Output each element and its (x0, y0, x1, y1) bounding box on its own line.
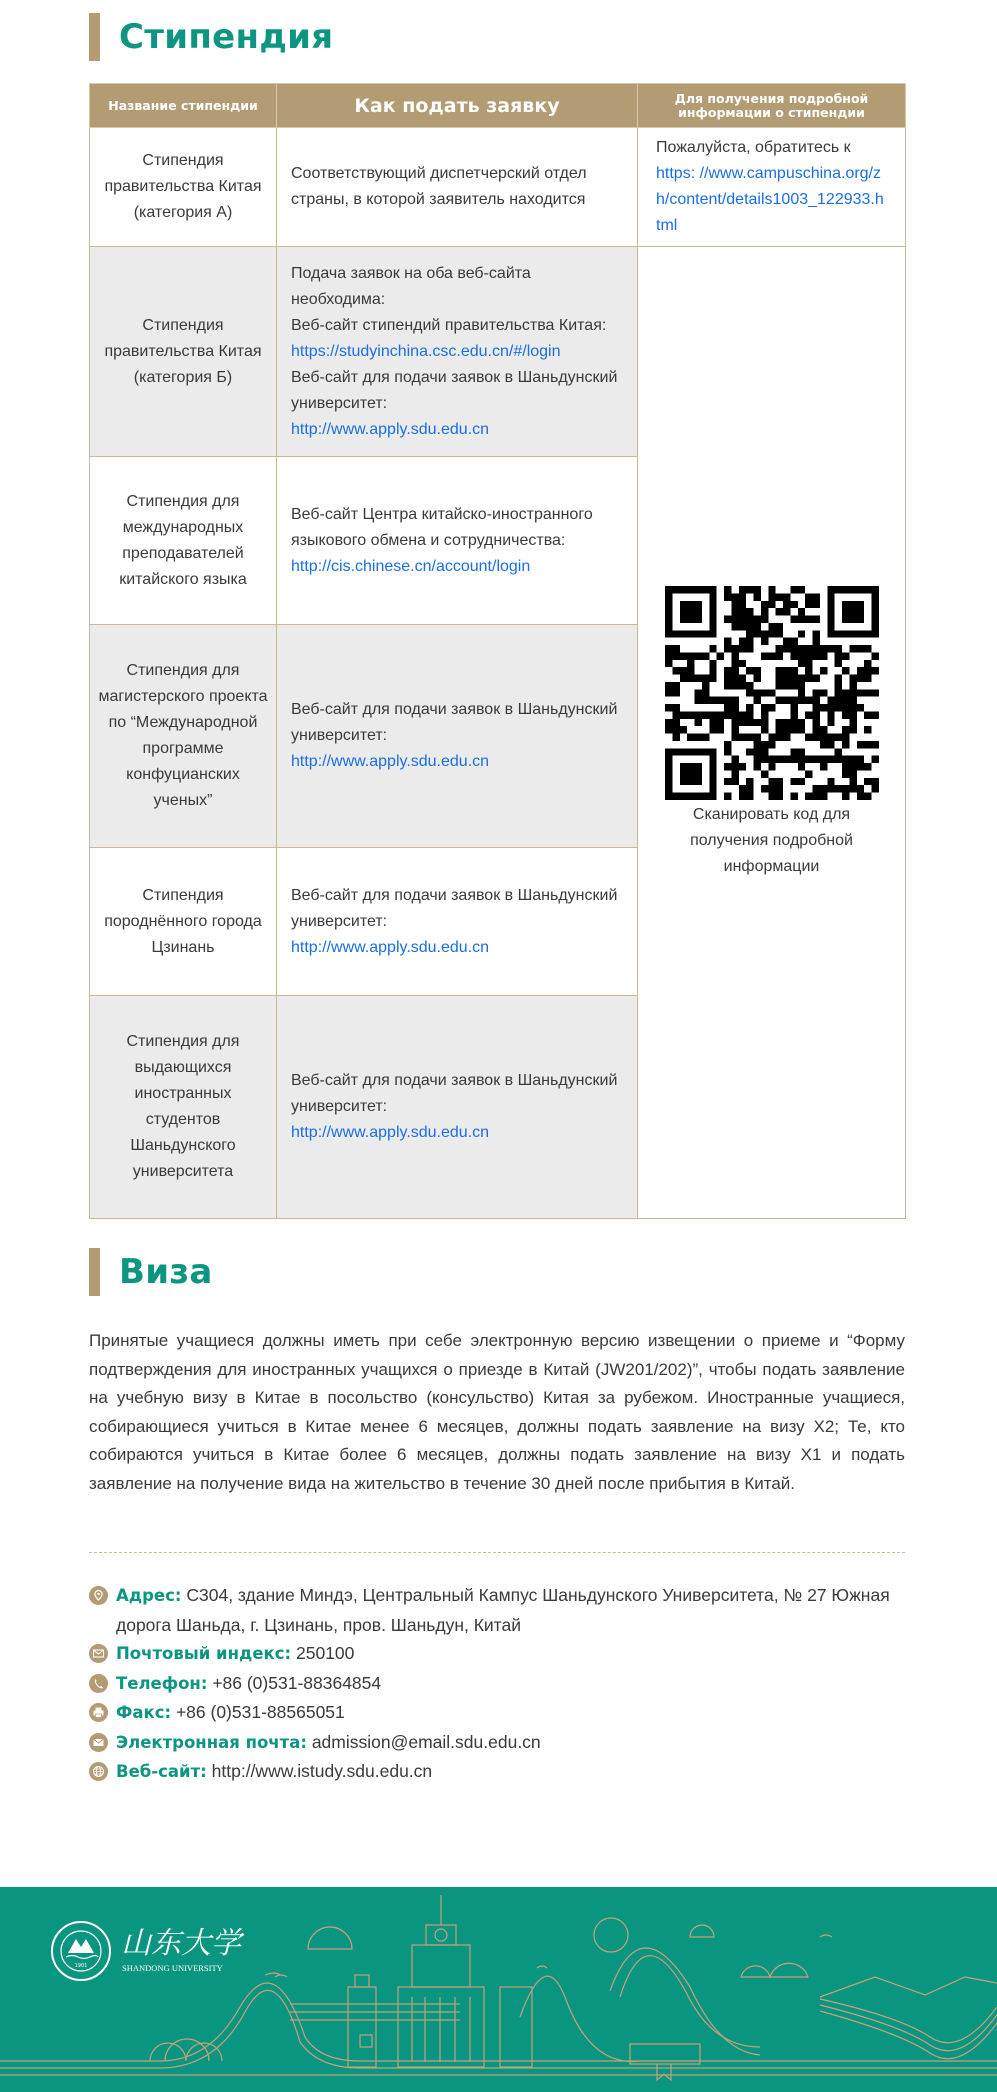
visa-paragraph: Принятые учащиеся должны иметь при себе электронную версию извещении о приеме и “Форму подтверждения для иностранных учащихся о приезде в Китай (JW201/202)”, чтобы подать заявление на учебную визу в Китае в посольство (консульство) Китая за рубежом. Иностранные учащиеся, собирающиеся учиться в Китае менее 6 месяцев, должны подать заявление на визу X2; Те, кто собираются учиться в Китае более 6 месяцев, должны подать заявление на визу X1 и подать заявление на получение вида на жительство в течение 30 дней после прибытия в Китай. (89, 1331, 905, 1493)
contact-value[interactable]: admission@email.sdu.edu.cn (311, 1731, 541, 1752)
contact-value: 250100 (295, 1643, 355, 1663)
footer-banner (0, 1887, 997, 2092)
logo-chinese: 山东大学 (121, 1926, 241, 1961)
qr-cell (638, 247, 906, 1219)
phone-icon (89, 1674, 108, 1693)
scholarship-name-cell: Стипендия породнённого города Цзинань (90, 848, 277, 996)
location-pin-icon (89, 1586, 108, 1605)
table-row (90, 128, 906, 247)
contact-item (89, 1757, 919, 1787)
mail-icon (89, 1733, 108, 1752)
contact-item (89, 1581, 919, 1639)
contact-item (89, 1728, 919, 1758)
contact-label: Веб-сайт: (116, 1762, 207, 1781)
scholarship-name-cell: Стипендия для международных преподавателей китайского языка (90, 457, 277, 625)
university-seal-icon (52, 1922, 110, 1980)
apply-link[interactable]: http://www.apply.sdu.edu.cn (291, 1124, 490, 1141)
contact-value[interactable]: http://www.istudy.sdu.edu.cn (211, 1761, 433, 1781)
contact-label: Почтовый индекс: (116, 1644, 292, 1663)
scholarship-name-cell: Стипендия для выдающихся иностранных студентов Шаньдунского университета (90, 996, 277, 1219)
heading-accent-bar (89, 13, 100, 61)
table-row (90, 247, 906, 457)
contact-item (89, 1639, 919, 1669)
apply-text: Веб-сайт для подачи заявок в Шаньдунский университет: (291, 701, 618, 744)
scholarship-name-cell: Стипендия для магистерского проекта по “Международной программе конфуцианских ученых” (90, 625, 277, 848)
apply-text: Веб-сайт для подачи заявок в Шаньдунский университет: (291, 1072, 618, 1115)
visa-heading (89, 1248, 213, 1296)
footer-illustration (0, 1887, 997, 2092)
qr-code-icon[interactable] (665, 586, 879, 800)
scholarship-name-cell: Стипендия правительства Китая (категория А) (90, 128, 277, 247)
how-to-apply-cell (277, 457, 638, 625)
apply-link[interactable]: http://www.apply.sdu.edu.cn (291, 938, 490, 956)
info-cell (638, 128, 906, 247)
contact-value: +86 (0)531-88565051 (175, 1702, 345, 1722)
scholarship-table (89, 83, 906, 1219)
apply-text: Соответствующий диспетчерский отдел страны, в которой заявитель находится (291, 165, 587, 208)
how-to-apply-cell (277, 625, 638, 848)
apply-text: Веб-сайт для подачи заявок в Шаньдунский университет: (291, 886, 618, 930)
logo-english: SHANDONG UNIVERSITY (122, 1963, 223, 1973)
apply-text: Веб-сайт Центра китайско-иностранного языкового обмена и сотрудничества: (291, 505, 593, 549)
campus-line-art-icon (0, 1895, 997, 2080)
scholarship-title: Стипендия (119, 17, 334, 57)
how-to-apply-cell (277, 996, 638, 1219)
how-to-apply-cell (277, 247, 638, 457)
apply-link[interactable]: http://www.apply.sdu.edu.cn (291, 753, 490, 770)
contact-label: Факс: (116, 1703, 172, 1722)
visa-title: Виза (119, 1252, 213, 1292)
contact-item (89, 1669, 919, 1699)
apply-link[interactable]: https://studyinchina.csc.edu.cn/#/login (291, 342, 561, 360)
contact-item (89, 1698, 919, 1728)
contact-value: С304, здание Миндэ, Центральный Кампус Шаньдунского Университета, № 27 Южная дорога Шаньда, г. Цзинань, пров. Шаньдун, Китай (116, 1585, 890, 1635)
info-text: Пожалуйста, обратитесь к (656, 139, 851, 156)
fax-icon (89, 1703, 108, 1722)
header-scholarship-name: Название стипендии (90, 84, 277, 128)
apply-text: Веб-сайт стипендий правительства Китая: (291, 316, 607, 334)
qr-caption: Сканировать код для получения подробной информации (690, 805, 853, 875)
apply-link[interactable]: http://www.apply.sdu.edu.cn (291, 420, 490, 438)
dashed-divider (89, 1552, 905, 1553)
header-how-to-apply: Как подать заявку (277, 84, 638, 128)
contact-label: Электронная почта: (116, 1732, 307, 1752)
apply-text: Веб-сайт для подачи заявок в Шаньдунский университет: (291, 368, 618, 412)
how-to-apply-cell (277, 848, 638, 996)
contact-value: +86 (0)531-88364854 (212, 1672, 382, 1693)
svg-text:1901: 1901 (74, 1963, 88, 1969)
globe-icon (89, 1762, 108, 1781)
contact-label: Телефон: (116, 1673, 208, 1693)
header-more-info: Для получения подробной информации о стипендии (638, 84, 906, 128)
scholarship-heading (89, 13, 333, 61)
scholarship-name-cell: Стипендия правительства Китая (категория Б) (90, 247, 277, 457)
apply-text: Подача заявок на оба веб-сайта необходима: (291, 264, 531, 308)
apply-link[interactable]: http://cis.chinese.cn/account/login (291, 557, 531, 575)
table-header-row (90, 84, 906, 128)
envelope-icon (89, 1644, 108, 1663)
contact-list (89, 1581, 919, 1787)
contact-label: Адрес: (116, 1586, 182, 1605)
heading-accent-bar (89, 1248, 100, 1296)
info-link[interactable]: https: //www.campuschina.org/zh/content/details1003_122933.html (656, 165, 884, 234)
how-to-apply-cell (277, 128, 638, 247)
